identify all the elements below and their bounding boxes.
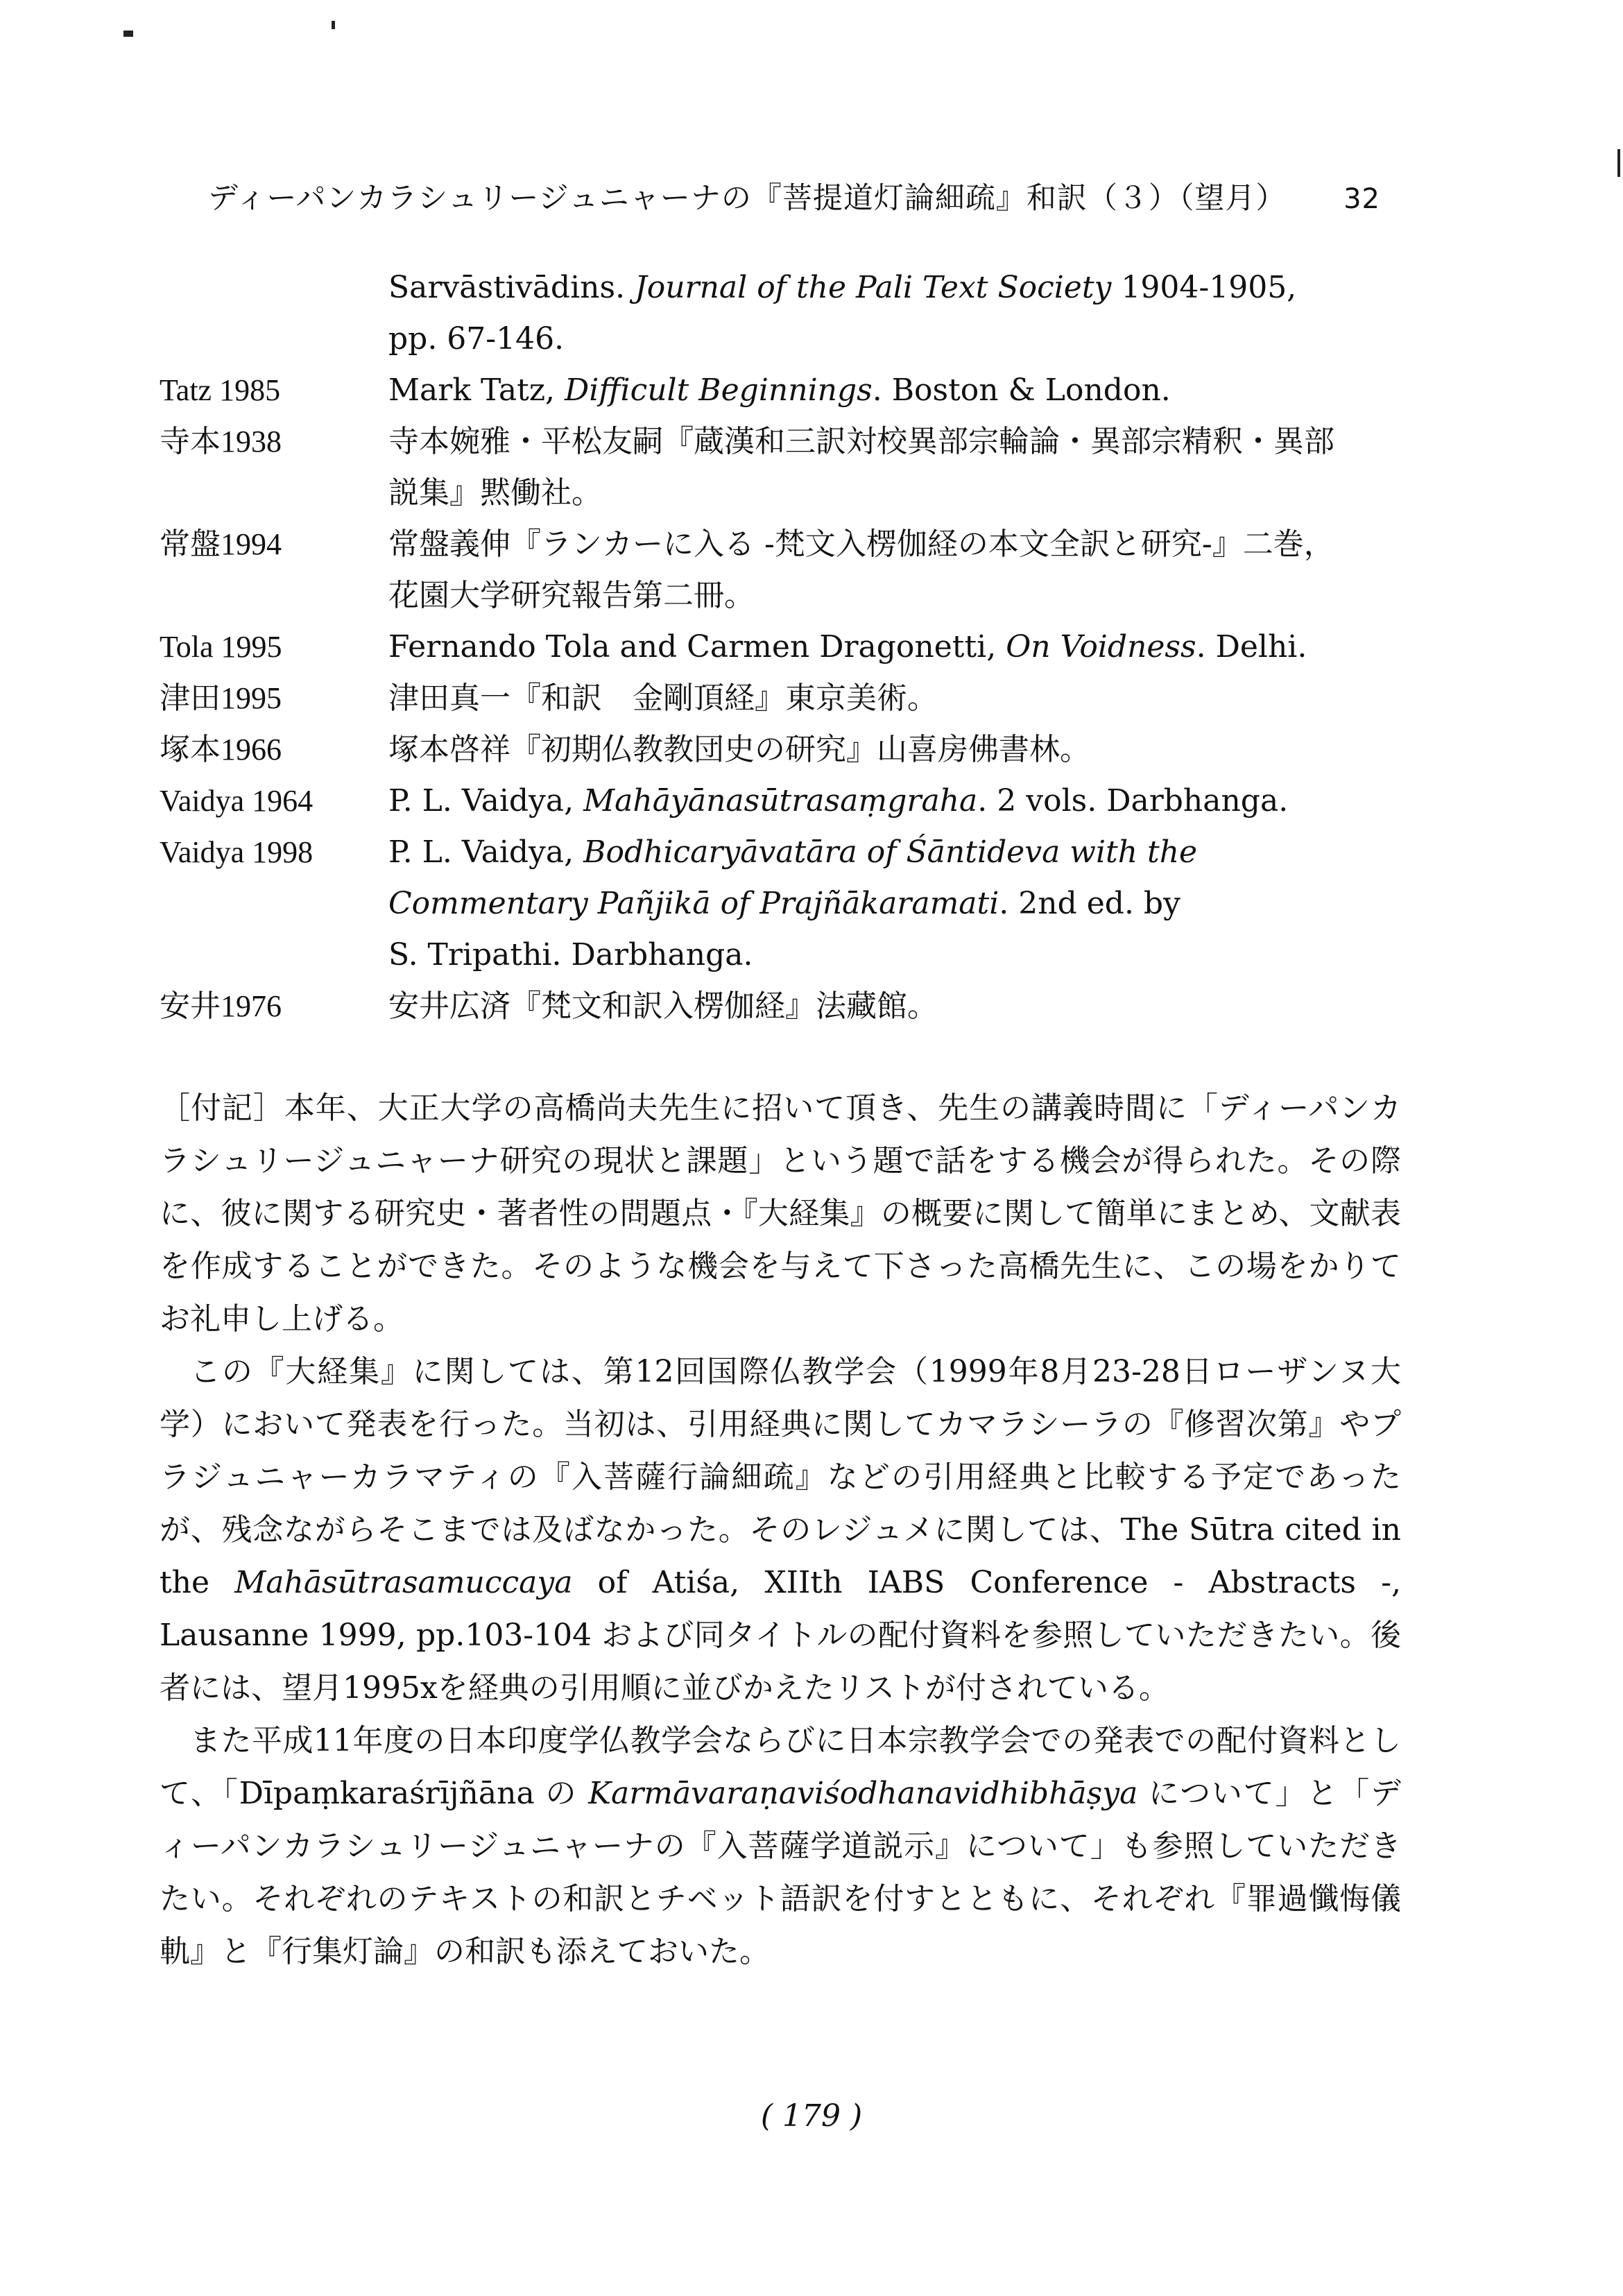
reference-entry bbox=[160, 673, 1408, 724]
text-run: . Delhi. bbox=[1196, 629, 1307, 665]
reference-line bbox=[388, 468, 1408, 519]
running-head-title: ディーパンカラシュリージュニャーナの『菩提道灯論細疏』和訳（３）（望月） bbox=[208, 181, 1287, 216]
text-run: 常盤義伸『ランカーに入る -梵文入楞伽経の本文全訳と研究-』二巻， bbox=[388, 526, 1334, 562]
reference-body bbox=[388, 981, 1408, 1032]
text-run: . 2nd ed. by bbox=[999, 886, 1180, 921]
reference-entry bbox=[160, 827, 1408, 981]
note-paragraph bbox=[160, 1346, 1401, 1715]
reference-body bbox=[388, 622, 1408, 673]
text-run: pp. 67-146. bbox=[388, 321, 565, 357]
text-run: 1904-1905, bbox=[1111, 270, 1297, 305]
text-run: また平成11年度の日本印度学仏教学会ならびに日本宗教学会での発表での配付資料として、「Dīpaṃkaraśrījñāna の bbox=[160, 1723, 1401, 1811]
text-run: Fernando Tola and Carmen Dragonetti, bbox=[388, 629, 1006, 665]
reference-line bbox=[388, 416, 1408, 468]
text-run: 寺本婉雅・平松友嗣『蔵漢和三訳対校異部宗輪論・異部宗精釈・異部 bbox=[388, 424, 1334, 459]
reference-key: 安井1976 bbox=[160, 989, 282, 1023]
text-run: Mark Tatz, bbox=[388, 372, 565, 408]
text-run: S. Tripathi. Darbhanga. bbox=[388, 937, 753, 973]
text-run: 塚本啓祥『初期仏教教団史の研究』山喜房佛書林。 bbox=[388, 732, 1090, 767]
text-run: of Atiśa, XIIth IABS Conference - Abstracts -, Lausanne 1999, pp.103-104 および同タイトルの配付資料を参照していただきたい。後者には、望月1995xを経典の引用順に並びかえたリストが付されている。 bbox=[160, 1565, 1401, 1706]
reference-body bbox=[388, 262, 1408, 365]
reference-line bbox=[388, 519, 1408, 570]
reference-key: 塚本1966 bbox=[160, 733, 282, 766]
reference-body bbox=[388, 673, 1408, 724]
reference-line bbox=[388, 929, 1408, 981]
scan-speck bbox=[123, 31, 133, 37]
text-run: . Boston & London. bbox=[872, 372, 1171, 408]
reference-line bbox=[388, 981, 1408, 1032]
reference-key: Tatz 1985 bbox=[160, 373, 281, 407]
reference-entry bbox=[160, 416, 1408, 519]
italic-text: Commentary Pañjikā of Prajñākaramati bbox=[388, 886, 999, 921]
reference-entry bbox=[160, 262, 1408, 365]
reference-entry bbox=[160, 519, 1408, 622]
text-run: ［付記］本年、大正大学の高橋尚夫先生に招いて頂き、先生の講義時間に「ディーパンカラシュリージュニャーナ研究の現状と課題」という題で話をする機会が得られた。その際に、彼に関する研究史・著者性の問題点・『大経集』の概要に関して簡単にまとめ、文献表を作成することができた。そのような機会を与えて下さった高橋先生に、この場をかりてお礼申し上げる。 bbox=[160, 1090, 1401, 1337]
text-run: Sarvāstivādins. bbox=[388, 270, 635, 305]
reference-entry bbox=[160, 981, 1408, 1032]
reference-key: 津田1995 bbox=[160, 681, 282, 715]
reference-body bbox=[388, 776, 1408, 827]
postscript-notes bbox=[160, 1082, 1401, 1978]
running-head-page-number: 32 bbox=[1343, 183, 1380, 215]
reference-body bbox=[388, 519, 1408, 622]
reference-entry bbox=[160, 622, 1408, 673]
scan-speck bbox=[332, 21, 335, 29]
reference-entry bbox=[160, 365, 1408, 416]
italic-text: Mahāyānasūtrasaṃgraha bbox=[583, 783, 978, 819]
text-run: 津田真一『和訳 金剛頂経』東京美術。 bbox=[388, 680, 938, 716]
italic-text: On Voidness bbox=[1006, 629, 1196, 665]
note-paragraph bbox=[160, 1715, 1401, 1978]
reference-line bbox=[388, 314, 1408, 365]
folio-page-number: ( 179 ) bbox=[760, 2098, 863, 2134]
text-run: について」と「ディーパンカラシュリージュニャーナの『入菩薩学道説示』について」も参照していただきたい。それぞれのテキストの和訳とチベット語訳を付すとともに、それぞれ『罪過懺悔儀軌』と『行集灯論』の和訳も添えておいた。 bbox=[160, 1776, 1401, 1969]
reference-line bbox=[388, 827, 1408, 878]
text-run: この『大経集』に関しては、第12回国際仏教学会（1999年8月23-28日ローザンヌ大学）において発表を行った。当初は、引用経典に関してカマラシーラの『修習次第』やプラジュニャーカラマティの『入菩薩行論細疏』などの引用経典と比較する予定であったが、残念ながらそこまでは及ばなかった。そのレジュメに関しては、The Sūtra cited in the bbox=[160, 1354, 1401, 1600]
italic-text: Mahāsūtrasamuccaya bbox=[234, 1565, 573, 1600]
reference-entry bbox=[160, 776, 1408, 827]
reference-key: 常盤1994 bbox=[160, 527, 282, 561]
reference-body bbox=[388, 724, 1408, 776]
bibliography-list bbox=[160, 262, 1408, 1032]
italic-text: Journal of the Pali Text Society bbox=[635, 270, 1112, 305]
reference-line bbox=[388, 878, 1408, 929]
text-run: 安井広済『梵文和訳入楞伽経』法藏館。 bbox=[388, 988, 938, 1024]
text-run: 花園大学研究報告第二冊。 bbox=[388, 578, 755, 613]
italic-text: Karmāvaraṇaviśodhanavidhibhāṣya bbox=[588, 1776, 1138, 1811]
note-paragraph bbox=[160, 1082, 1401, 1346]
reference-key: Vaidya 1964 bbox=[160, 784, 314, 818]
text-run: P. L. Vaidya, bbox=[388, 834, 584, 870]
reference-line bbox=[388, 570, 1408, 622]
reference-body bbox=[388, 827, 1408, 981]
text-run: . 2 vols. Darbhanga. bbox=[977, 783, 1289, 819]
reference-line bbox=[388, 776, 1408, 827]
reference-line bbox=[388, 622, 1408, 673]
reference-line bbox=[388, 262, 1408, 314]
reference-body bbox=[388, 365, 1408, 416]
text-run: P. L. Vaidya, bbox=[388, 783, 584, 819]
reference-line bbox=[388, 673, 1408, 724]
reference-key: Tola 1995 bbox=[160, 630, 282, 664]
reference-key bbox=[160, 262, 388, 365]
reference-line bbox=[388, 724, 1408, 776]
reference-body bbox=[388, 416, 1408, 519]
reference-entry bbox=[160, 724, 1408, 776]
scan-speck bbox=[1617, 149, 1620, 177]
running-head bbox=[208, 175, 1380, 217]
reference-key: 寺本1938 bbox=[160, 425, 282, 459]
reference-key: Vaidya 1998 bbox=[160, 835, 314, 869]
italic-text: Bodhicaryāvatāra of Śāntideva with the bbox=[583, 834, 1198, 870]
italic-text: Difficult Beginnings bbox=[564, 372, 873, 408]
reference-line bbox=[388, 365, 1408, 416]
text-run: 説集』黙働社。 bbox=[388, 475, 602, 511]
